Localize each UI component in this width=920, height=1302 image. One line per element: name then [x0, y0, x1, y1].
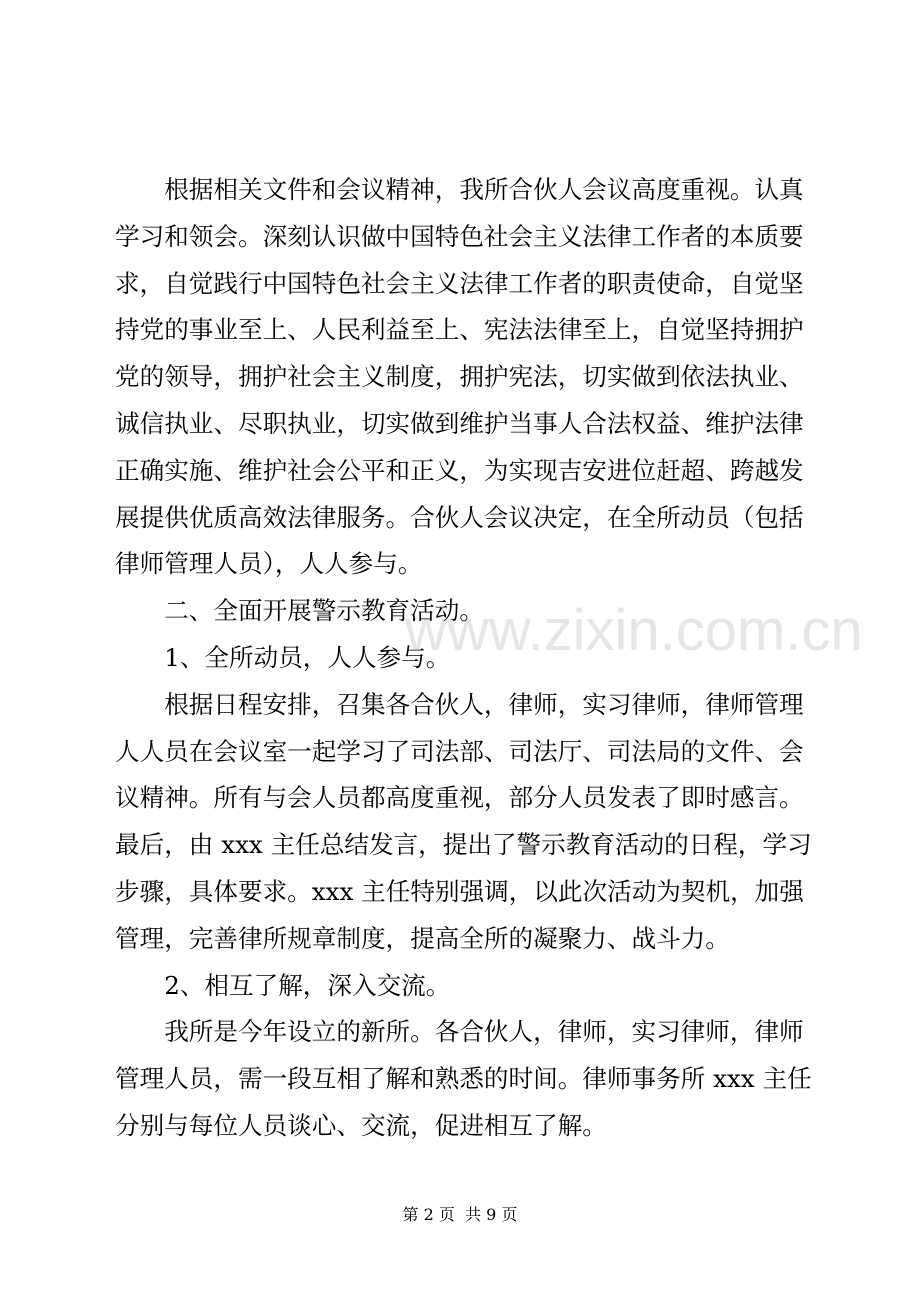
text-line: 正确实施、维护社会公平和正义，为实现吉安进位赶超、跨越发: [115, 455, 804, 485]
section-heading: 二、全面开展警示教育活动。: [115, 596, 484, 626]
text-line: 党的领导，拥护社会主义制度，拥护宪法，切实做到依法执业、: [115, 362, 804, 392]
text-line: 根据相关文件和会议精神，我所合伙人会议高度重视。认真: [115, 175, 804, 204]
text-line: 根据日程安排，召集各合伙人，律师，实习律师，律师管理: [115, 689, 804, 719]
subsection-heading: 1、全所动员，人人参与。: [115, 642, 451, 672]
document-body: [115, 167, 815, 1150]
text-line: 最后，由 xxx 主任总结发言，提出了警示教育活动的日程，学习: [115, 830, 812, 860]
text-line: 议精神。所有与会人员都高度重视，部分人员发表了即时感言。: [115, 783, 804, 813]
text-line: 律师管理人员），人人参与。: [115, 549, 423, 579]
text-line: 分别与每位人员谈心、交流，促进相互了解。: [115, 1110, 607, 1140]
text-line: 求，自觉践行中国特色社会主义法律工作者的职责使命，自觉坚: [115, 268, 804, 298]
page-footer: 第 2 页 共 9 页: [402, 1205, 518, 1224]
text-line: 我所是今年设立的新所。各合伙人，律师，实习律师，律师: [115, 1017, 804, 1047]
subsection-heading: 2、相互了解，深入交流。: [115, 970, 451, 1000]
text-line: 诚信执业、尽职执业，切实做到维护当事人合法权益、维护法律: [115, 408, 804, 438]
text-line: 人人员在会议室一起学习了司法部、司法厅、司法局的文件、会: [115, 736, 804, 766]
text-line: 步骤，具体要求。xxx 主任特别强调，以此次活动为契机，加强: [115, 876, 804, 906]
text-line: 管理人员，需一段互相了解和熟悉的时间。律师事务所 xxx 主任: [115, 1064, 812, 1094]
text-line: 管理，完善律所规章制度，提高全所的凝聚力、战斗力。: [115, 923, 730, 953]
text-line: 持党的事业至上、人民利益至上、宪法法律至上，自觉坚持拥护: [115, 315, 804, 345]
text-line: 展提供优质高效法律服务。合伙人会议决定，在全所动员（包括: [115, 502, 804, 532]
text-line: 学习和领会。深刻认识做中国特色社会主义法律工作者的本质要: [115, 221, 804, 251]
watermark: www.zixin.com.cn: [405, 598, 863, 663]
